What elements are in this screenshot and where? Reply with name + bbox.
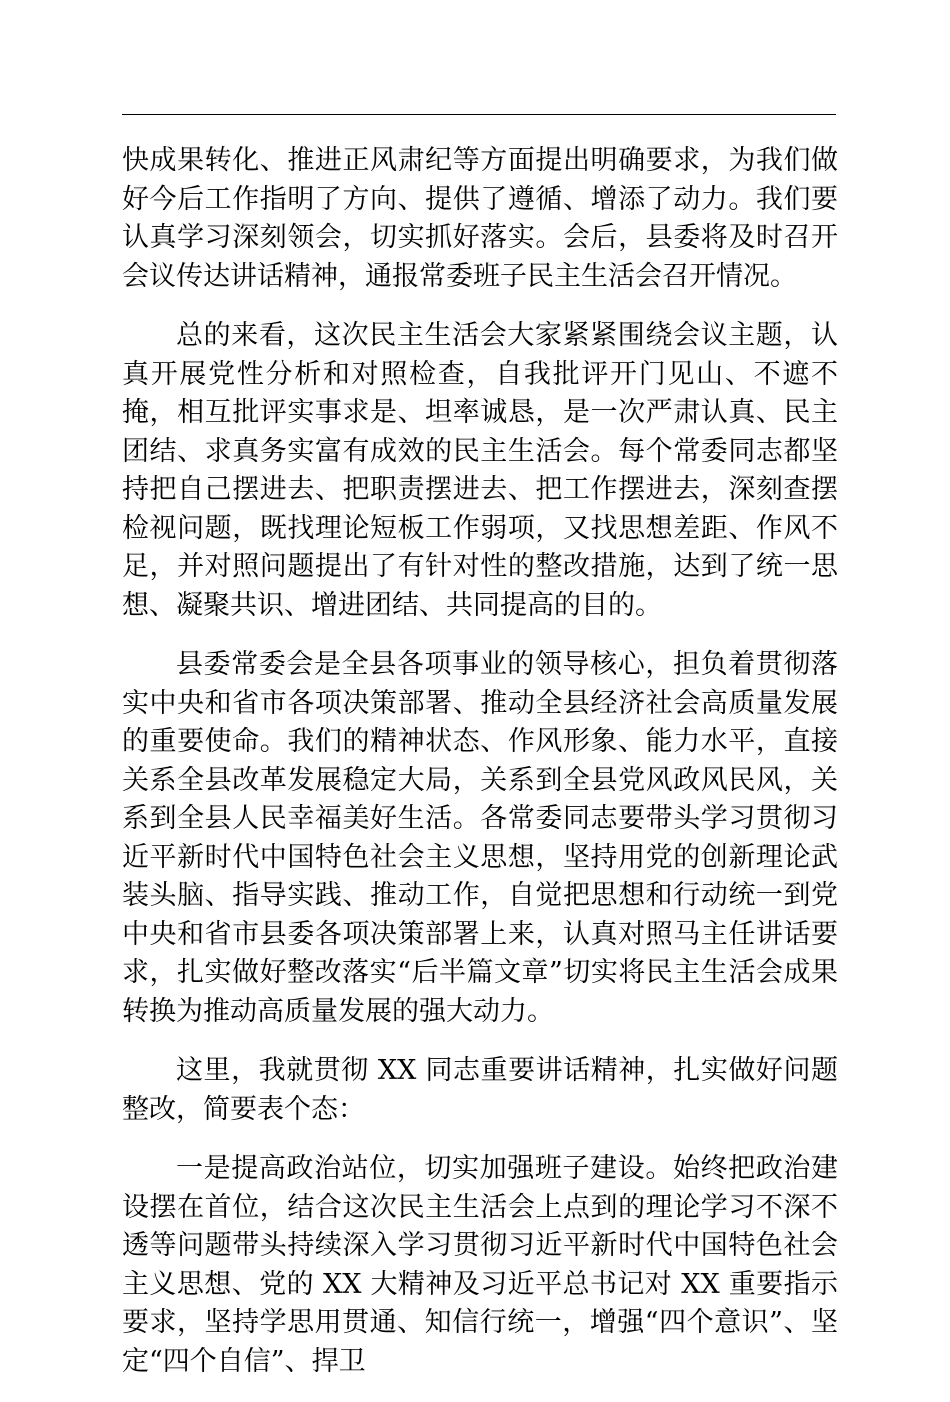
paragraph-summary: 总的来看，这次民主生活会大家紧紧围绕会议主题，认真开展党性分析和对照检查，自我批评开门见山、不遮不掩，相互批评实事求是、坦率诚恳，是一次严肃认真、民主团结、求真务实富有成效的民主生活会。每个常委同志都坚持把自己摆进去、把职责摆进去、把工作摆进去，深刻查摆检视问题，既找理论短板工作弱项，又找思想差距、作风不足，并对照问题提出了有针对性的整改措施，达到了统一思想、凝聚共识、增进团结、共同提高的目的。 (122, 320, 838, 621)
paragraph-statement-intro: 这里，我就贯彻 XX 同志重要讲话精神，扎实做好问题整改，简要表个态： (122, 1055, 838, 1125)
paragraph-committee-role: 县委常委会是全县各项事业的领导核心，担负着贯彻落实中央和省市各项决策部署、推动全县经济社会高质量发展的重要使命。我们的精神状态、作风形象、能力水平，直接关系全县改革发展稳定大局，关系到全县党风政风民风，关系到全县人民幸福美好生活。各常委同志要带头学习贯彻习近平新时代中国特色社会主义思想，坚持用党的创新理论武装头脑、指导实践、推动工作，自觉把思想和行动统一到党中央和省市县委各项决策部署上来，认真对照马主任讲话要求，扎实做好整改落实“后半篇文章”切实将民主生活会成果转换为推动高质量发展的强大动力。 (122, 649, 838, 1027)
document-body (122, 142, 838, 1402)
paragraph-point-one: 一是提高政治站位，切实加强班子建设。始终把政治建设摆在首位，结合这次民主生活会上点到的理论学习不深不透等问题带头持续深入学习贯彻习近平新时代中国特色社会主义思想、党的 XX 大精神及习近平总书记对 XX 重要指示要求，坚持学思用贯通、知信行统一，增强“四个意识”、坚定“四个自信”、捍卫 (122, 1153, 838, 1377)
header-rule (122, 114, 836, 115)
paragraph-continuation: 快成果转化、推进正风肃纪等方面提出明确要求，为我们做好今后工作指明了方向、提供了遵循、增添了动力。我们要认真学习深刻领会，切实抓好落实。会后，县委将及时召开会议传达讲话精神，通报常委班子民主生活会召开情况。 (122, 145, 838, 292)
